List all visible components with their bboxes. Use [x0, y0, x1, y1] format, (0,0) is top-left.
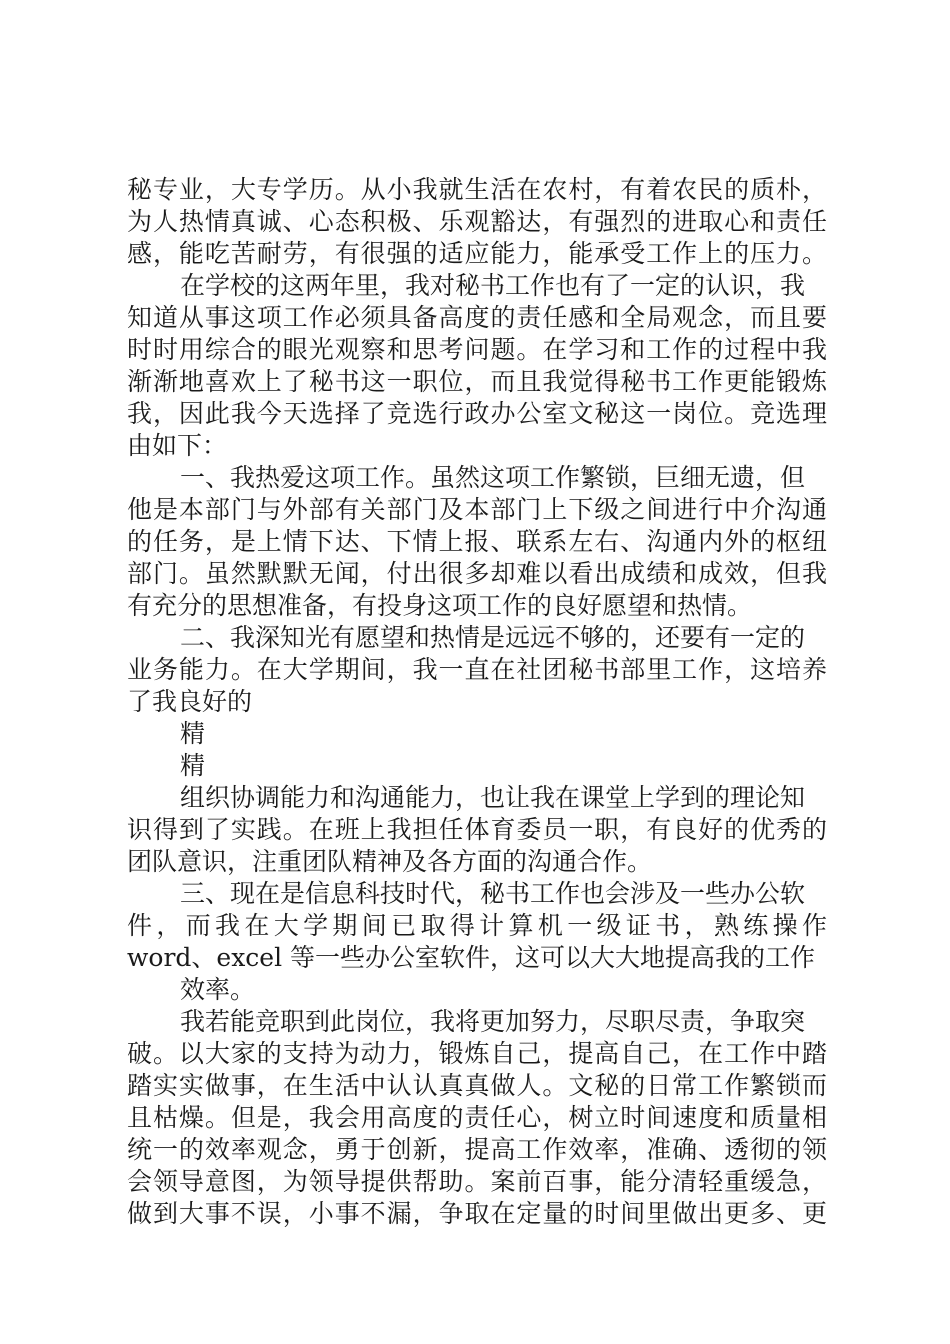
text-line: 精	[180, 751, 206, 780]
text-line: 我，因此我今天选择了竞选行政办公室文秘这一岗位。竞选理	[127, 399, 827, 428]
text-line: word、excel 等一些办公室软件，这可以大大地提高我的工作	[127, 943, 816, 972]
text-line: 件，而我在大学期间已取得计算机一级证书，熟练操作	[127, 911, 827, 940]
text-line: 渐渐地喜欢上了秘书这一职位，而且我觉得秘书工作更能锻炼	[127, 367, 827, 396]
text-line: 由如下：	[127, 431, 228, 460]
text-line: 了我良好的	[127, 687, 253, 716]
text-line: 知道从事这项工作必须具备高度的责任感和全局观念，而且要	[127, 303, 827, 332]
text-line: 组织协调能力和沟通能力，也让我在课堂上学到的理论知	[180, 783, 806, 812]
text-line: 做到大事不误，小事不漏，争取在定量的时间里做出更多、更	[127, 1199, 827, 1228]
text-line: 会领导意图，为领导提供帮助。案前百事，能分清轻重缓急，	[127, 1167, 827, 1196]
text-line: 且枯燥。但是，我会用高度的责任心，树立时间速度和质量相	[127, 1103, 827, 1132]
text-line: 业务能力。在大学期间，我一直在社团秘书部里工作，这培养	[127, 655, 827, 684]
text-line: 效率。	[180, 975, 256, 1004]
text-line: 三、现在是信息科技时代，秘书工作也会涉及一些办公软	[180, 879, 806, 908]
text-line: 破。以大家的支持为动力，锻炼自己，提高自己，在工作中踏	[127, 1039, 827, 1068]
text-line: 时时用综合的眼光观察和思考问题。在学习和工作的过程中我	[127, 335, 827, 364]
text-line: 秘专业，大专学历。从小我就生活在农村，有着农民的质朴，	[127, 175, 827, 204]
text-line: 部门。虽然默默无闻，付出很多却难以看出成绩和成效，但我	[127, 559, 827, 588]
text-line: 他是本部门与外部有关部门及本部门上下级之间进行中介沟通	[127, 495, 827, 524]
text-line: 的任务，是上情下达、下情上报、联系左右、沟通内外的枢纽	[127, 527, 827, 556]
text-line: 统一的效率观念，勇于创新，提高工作效率，准确、透彻的领	[127, 1135, 827, 1164]
text-line: 团队意识，注重团队精神及各方面的沟通合作。	[127, 847, 653, 876]
text-line: 识得到了实践。在班上我担任体育委员一职，有良好的优秀的	[127, 815, 827, 844]
text-line: 一、我热爱这项工作。虽然这项工作繁锁，巨细无遗，但	[180, 463, 806, 492]
text-line: 感，能吃苦耐劳，有很强的适应能力，能承受工作上的压力。	[127, 239, 827, 268]
text-line: 有充分的思想准备，有投身这项工作的良好愿望和热情。	[127, 591, 753, 620]
text-line: 为人热情真诚、心态积极、乐观豁达，有强烈的进取心和责任	[127, 207, 827, 236]
text-line: 精	[180, 719, 206, 748]
text-line: 踏实实做事，在生活中认认真真做人。文秘的日常工作繁锁而	[127, 1071, 827, 1100]
text-line: 二、我深知光有愿望和热情是远远不够的，还要有一定的	[180, 623, 806, 652]
text-line: 在学校的这两年里，我对秘书工作也有了一定的认识，我	[180, 271, 806, 300]
text-line: 我若能竞职到此岗位，我将更加努力，尽职尽责，争取突	[180, 1007, 806, 1036]
